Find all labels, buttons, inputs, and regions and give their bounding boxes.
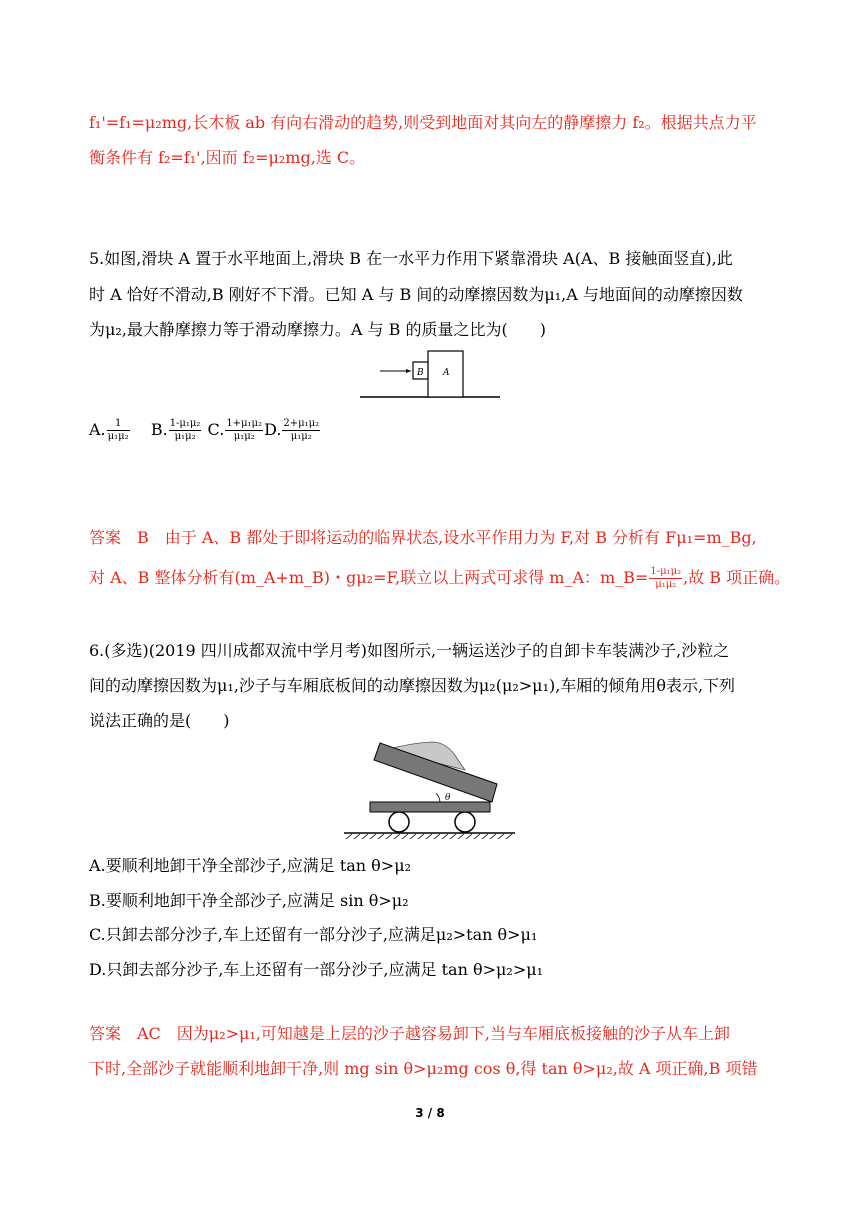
option-b: B. $\frac{\text{1-μ₁μ₂}}{\text{μ₁μ₂}}$: [150, 418, 201, 442]
q5-figure-label-a: A: [443, 368, 450, 378]
option-a: A. $\frac{1}{\text{μ₁μ₂}}$: [89, 418, 129, 442]
q6-option-d: D.只卸去部分沙子,车上还留有一部分沙子,应满足 tan θ>μ₂>μ₁: [89, 960, 544, 979]
option-c: C. $\frac{\text{1+μ₁μ₂}}{\text{μ₁μ₂}}$: [207, 418, 263, 442]
q6-figure: [340, 738, 525, 840]
q6-line-2: 间的动摩擦因数为μ₁,沙子与车厢底板间的动摩擦因数为μ₂(μ₂>μ₁),车厢的倾角用θ表示,下列: [89, 676, 736, 695]
prev-answer-line-2: 衡条件有 f₂=f₁',因而 f₂=μ₂mg,选 C。: [89, 148, 366, 167]
q6-option-b: B.要顺利地卸干净全部沙子,应满足 sin θ>μ₂: [89, 891, 409, 910]
q5-figure: [358, 348, 504, 402]
q6-option-c: C.只卸去部分沙子,车上还留有一部分沙子,应满足μ₂>tan θ>μ₁: [89, 925, 538, 944]
q5-line-1: 5.如图,滑块 A 置于水平地面上,滑块 B 在一水平力作用下紧靠滑块 A(A、B 接触面竖直),此: [89, 249, 733, 268]
q5-options: [89, 418, 321, 443]
q6-answer-line-1: 答案 AC 因为μ₂>μ₁,可知越是上层的沙子越容易卸下,当与车厢底板接触的沙子从车上卸: [89, 1024, 731, 1043]
page-number: 3 / 8: [415, 1106, 445, 1120]
q6-line-3: 说法正确的是( ): [89, 711, 230, 730]
q5-line-3: 为μ₂,最大静摩擦力等于滑动摩擦力。A 与 B 的质量之比为( ): [89, 320, 546, 339]
q6-option-a: A.要顺利地卸干净全部沙子,应满足 tan θ>μ₂: [89, 856, 412, 875]
q6-figure-theta-label: θ: [445, 793, 451, 803]
q6-answer-line-2: 下时,全部沙子就能顺利地卸干净,则 mg sin θ>μ₂mg cos θ,得 tan θ>μ₂,故 A 项正确,B 项错: [89, 1059, 758, 1078]
q5-answer-line-1: 答案 B 由于 A、B 都处于即将运动的临界状态,设水平作用力为 F,对 B 分析有 Fμ₁=m_Bg,: [89, 528, 757, 547]
prev-answer-line-1: f₁'=f₁=μ₂mg,长木板 ab 有向右滑动的趋势,则受到地面对其向左的静摩擦力 f₂。根据共点力平: [89, 113, 757, 132]
option-d: D. $\frac{\text{2+μ₁μ₂}}{\text{μ₁μ₂}}$: [264, 418, 320, 442]
q5-figure-label-b: B: [417, 368, 424, 378]
q5-answer-line-2: 对 A、B 整体分析有(m_A+m_B)・gμ₂=F,联立以上两式可求得 m_A：m_B= $\frac{\text{1-μ₁μ₂}}{\text{μ₁μ₂}}$ ,故 B 项正确。: [89, 566, 791, 590]
q5-line-2: 时 A 恰好不滑动,B 刚好不下滑。已知 A 与 B 间的动摩擦因数为μ₁,A 与地面间的动摩擦因数: [89, 285, 743, 304]
q6-line-1: 6.(多选)(2019 四川成都双流中学月考)如图所示,一辆运送沙子的自卸卡车装满沙子,沙粒之: [89, 641, 730, 660]
